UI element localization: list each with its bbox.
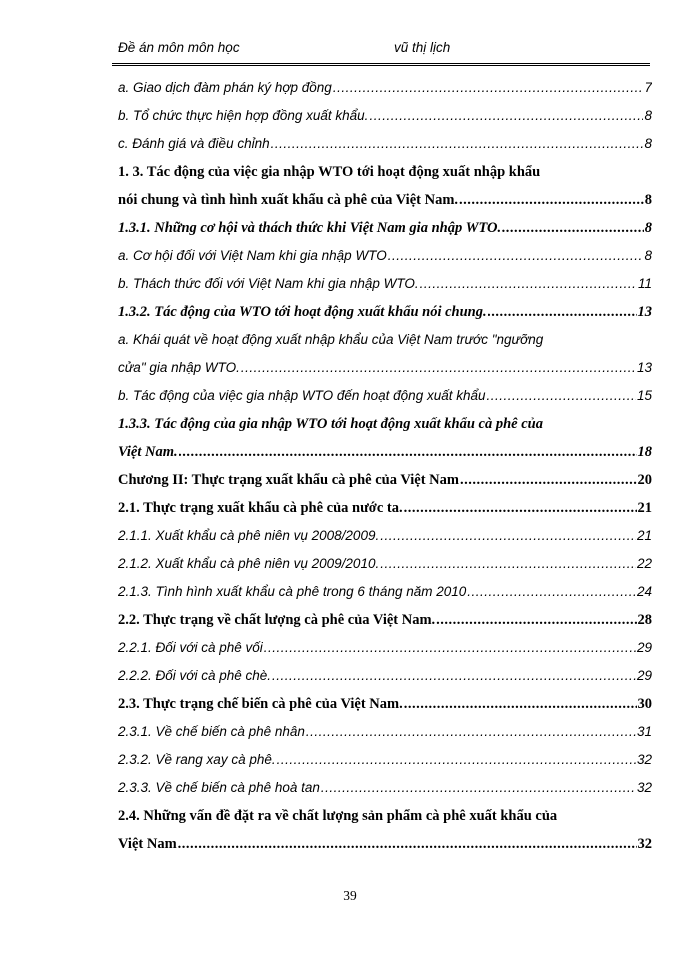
- toc-entry-page: 32: [637, 836, 652, 852]
- toc-entry-title: 1.3.1. Những cơ hội và thách thức khi Việt Nam gia nhập WTO.: [118, 220, 502, 236]
- toc-leader-dots: [179, 444, 637, 461]
- toc-entry: [118, 668, 652, 683]
- toc-entry-title: 2.2. Thực trạng về chất lượng cà phê của Việt Nam.: [118, 612, 436, 628]
- toc-entry: [118, 136, 652, 151]
- toc-entry-title: 2.2.1. Đối với cà phê vối: [118, 640, 263, 655]
- toc-entry-title: Chương II: Thực trạng xuất khẩu cà phê của Việt Nam: [118, 472, 459, 488]
- toc-entry-title-line2: cửa" gia nhập WTO.: [118, 360, 240, 375]
- toc-entry: [118, 108, 652, 123]
- toc-leader-dots: [333, 80, 644, 95]
- toc-leader-dots: [488, 304, 637, 321]
- toc-leader-dots: [502, 220, 644, 237]
- toc-entry-title: a. Cơ hội đối với Việt Nam khi gia nhập WTO: [118, 248, 387, 263]
- toc-leader-dots: [277, 752, 636, 767]
- toc-leader-dots: [404, 696, 637, 713]
- toc-entry-page: 24: [636, 584, 652, 599]
- toc-entry: [118, 752, 652, 767]
- toc-entry-title-line1: 1. 3. Tác động của việc gia nhập WTO tới hoạt động xuất nhập khẩu: [118, 164, 541, 180]
- toc-leader-dots: [436, 612, 636, 629]
- toc-entry: [118, 304, 652, 321]
- toc-entry-page: 8: [644, 108, 652, 123]
- toc-entry-title: b. Thách thức đối với Việt Nam khi gia nhập WTO.: [118, 276, 419, 291]
- toc-leader-dots: [459, 192, 644, 209]
- toc-entry-page: 18: [637, 444, 652, 460]
- toc-leader-dots: [241, 360, 636, 375]
- toc-entry: [118, 780, 652, 795]
- page-header: [118, 38, 648, 60]
- toc-entry-title-line2: Việt Nam.: [118, 444, 178, 460]
- toc-leader-dots: [467, 584, 636, 599]
- toc-entry-page: 28: [637, 612, 652, 628]
- toc-entry-page: 22: [636, 556, 652, 571]
- toc-entry-title: b. Tổ chức thực hiện hợp đồng xuất khẩu.: [118, 108, 369, 123]
- toc-entry: [118, 640, 652, 655]
- header-author: vũ thị lịch: [394, 40, 451, 55]
- toc-entry: [118, 276, 652, 291]
- toc-leader-dots: [380, 528, 636, 543]
- page-number: 39: [343, 888, 357, 903]
- toc-entry-page: 8: [644, 248, 652, 263]
- toc-entry-title-line1: a. Khái quát về hoạt động xuất nhập khẩu của Việt Nam trước "ngưỡng: [118, 332, 544, 347]
- toc-leader-dots: [271, 136, 644, 151]
- toc-entry-page: 13: [636, 360, 652, 375]
- toc-entry-title-line2: nói chung và tình hình xuất khẩu cà phê của Việt Nam.: [118, 192, 459, 208]
- toc-entry-title-line1: 1.3.3. Tác động của gia nhập WTO tới hoạt động xuất khẩu cà phê của: [118, 416, 543, 432]
- toc-leader-dots: [369, 108, 643, 123]
- toc-leader-dots: [178, 836, 637, 853]
- toc-leader-dots: [420, 276, 637, 291]
- toc-leader-dots: [306, 724, 636, 739]
- toc-entry-page: 29: [636, 640, 652, 655]
- toc-entry: [118, 696, 652, 713]
- toc-entry: [118, 472, 652, 489]
- header-divider: [112, 63, 650, 66]
- toc-entry-title: 2.2.2. Đối với cà phê chè.: [118, 668, 271, 683]
- toc-entry: [118, 192, 652, 209]
- toc-entry-page: 31: [636, 724, 652, 739]
- toc-entry-page: 21: [636, 528, 652, 543]
- toc-leader-dots: [460, 472, 637, 489]
- toc-entry: [118, 388, 652, 403]
- toc-entry: [118, 836, 652, 853]
- toc-entry: [118, 528, 652, 543]
- toc-entry-page: 21: [637, 500, 652, 516]
- toc-entry-title: b. Tác động của việc gia nhập WTO đến hoạt động xuất khẩu: [118, 388, 486, 403]
- toc-entry-page: 8: [644, 136, 652, 151]
- toc-entry-title-line1: 2.4. Những vấn đề đặt ra về chất lượng sản phẩm cà phê xuất khẩu của: [118, 808, 558, 824]
- toc-entry-page: 11: [637, 276, 652, 291]
- toc-leader-dots: [380, 556, 636, 571]
- toc-entry: [118, 220, 652, 237]
- toc-entry-page: 20: [637, 472, 652, 488]
- toc-entry: [118, 444, 652, 461]
- toc-entry-page: 32: [636, 780, 652, 795]
- toc-entry-page: 13: [637, 304, 652, 320]
- toc-entry-page: 29: [636, 668, 652, 683]
- toc-leader-dots: [272, 668, 636, 683]
- header-document-title: Đề án môn môn học: [118, 40, 240, 55]
- toc-entry: [118, 500, 652, 517]
- toc-entry: [118, 80, 652, 95]
- toc-entry: [118, 612, 652, 629]
- toc-entry-title: 2.3.2. Về rang xay cà phê.: [118, 752, 276, 767]
- toc-entry-title: 2.3.3. Về chế biến cà phê hoà tan: [118, 780, 320, 795]
- toc-leader-dots: [487, 388, 636, 403]
- toc-entry: [118, 724, 652, 739]
- toc-entry-title: a. Giao dịch đàm phán ký hợp đồng: [118, 80, 332, 95]
- toc-entry: [118, 360, 652, 375]
- toc-leader-dots: [404, 500, 637, 517]
- toc-entry-title: 2.3.1. Về chế biến cà phê nhân: [118, 724, 305, 739]
- toc-leader-dots: [388, 248, 644, 263]
- toc-entry-title: 2.1.2. Xuất khẩu cà phê niên vụ 2009/2010.: [118, 556, 380, 571]
- toc-entry-page: 8: [644, 192, 652, 208]
- toc-entry-title-line2: Việt Nam: [118, 836, 177, 852]
- toc-entry: [118, 584, 652, 599]
- toc-entry-title: 2.1. Thực trạng xuất khẩu cà phê của nước ta.: [118, 500, 403, 516]
- toc-entry-page: 15: [636, 388, 652, 403]
- toc-entry-page: 8: [644, 220, 652, 236]
- toc-entry: [118, 556, 652, 571]
- toc-entry-page: 30: [637, 696, 652, 712]
- toc-entry: [118, 248, 652, 263]
- toc-entry-title: 2.1.1. Xuất khẩu cà phê niên vụ 2008/2009.: [118, 528, 380, 543]
- toc-entry-title: 1.3.2. Tác động của WTO tới hoạt động xuất khẩu nói chung.: [118, 304, 487, 320]
- toc-entry-page: 7: [644, 80, 652, 95]
- toc-leader-dots: [321, 780, 636, 795]
- toc-entry-title: c. Đánh giá và điều chỉnh: [118, 136, 270, 151]
- toc-entry-title: 2.3. Thực trạng chế biến cà phê của Việt Nam.: [118, 696, 403, 712]
- toc-entry-title: 2.1.3. Tình hình xuất khẩu cà phê trong 6 tháng năm 2010: [118, 584, 467, 599]
- toc-leader-dots: [264, 640, 636, 655]
- toc-entry-page: 32: [636, 752, 652, 767]
